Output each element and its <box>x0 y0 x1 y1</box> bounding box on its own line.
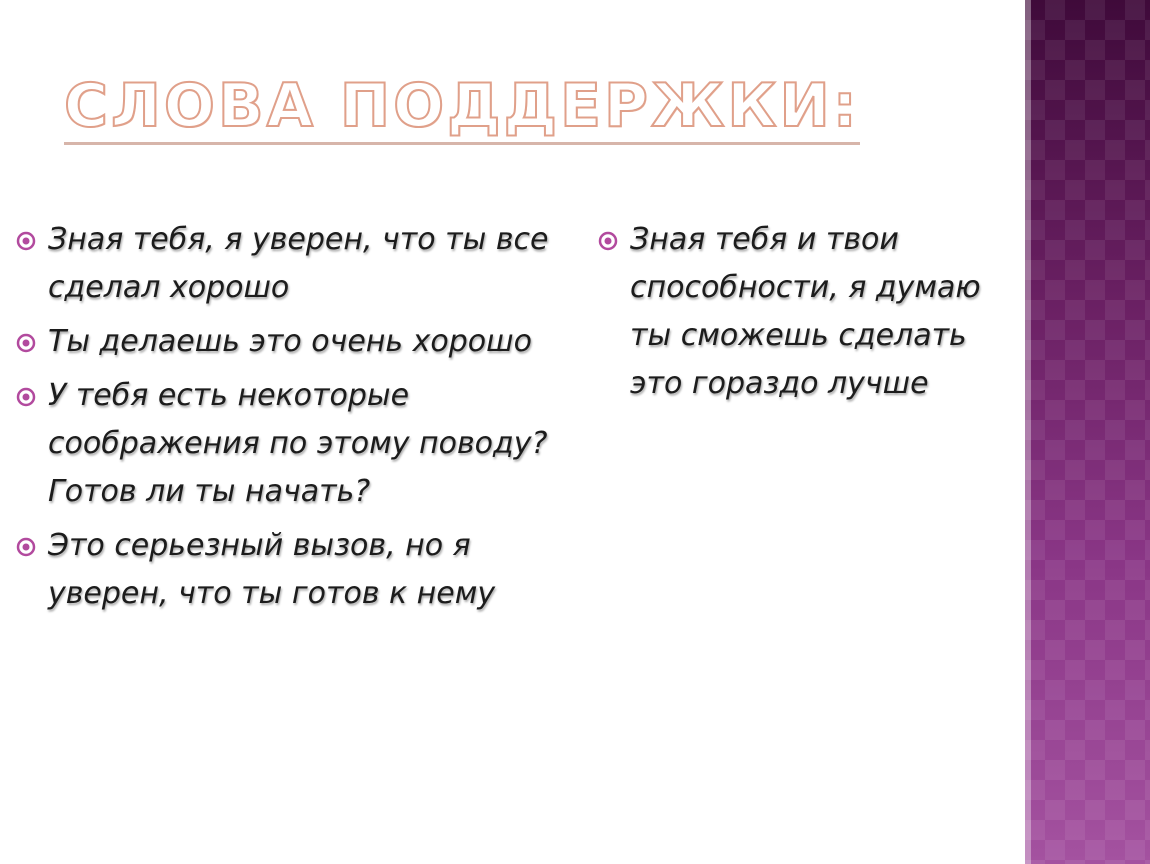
bullet-item <box>16 216 556 312</box>
circle-bullet-icon <box>16 537 36 557</box>
bullet-text: Зная тебя и твои способности, я думаю ты сможешь сделать это гораздо лучше <box>630 222 981 401</box>
left-bullet-list <box>16 216 556 624</box>
right-bullet-list <box>598 216 1023 414</box>
circle-bullet-icon <box>16 333 36 353</box>
bullet-text: У тебя есть некоторые соображения по этому поводу? Готов ли ты начать? <box>48 378 548 509</box>
circle-bullet-icon <box>16 231 36 251</box>
bullet-item <box>16 318 556 366</box>
bullet-item <box>16 522 556 618</box>
bullet-text: Это серьезный вызов, но я уверен, что ты готов к нему <box>48 528 496 611</box>
circle-bullet-icon <box>598 231 618 251</box>
bullet-item <box>598 216 1023 408</box>
bullet-text: Зная тебя, я уверен, что ты все сделал хорошо <box>48 222 549 305</box>
decorative-side-band <box>1025 0 1150 864</box>
slide-title: СЛОВА ПОДДЕРЖКИ: <box>64 76 860 145</box>
bullet-item <box>16 372 556 516</box>
bullet-text: Ты делаешь это очень хорошо <box>48 324 532 359</box>
circle-bullet-icon <box>16 387 36 407</box>
